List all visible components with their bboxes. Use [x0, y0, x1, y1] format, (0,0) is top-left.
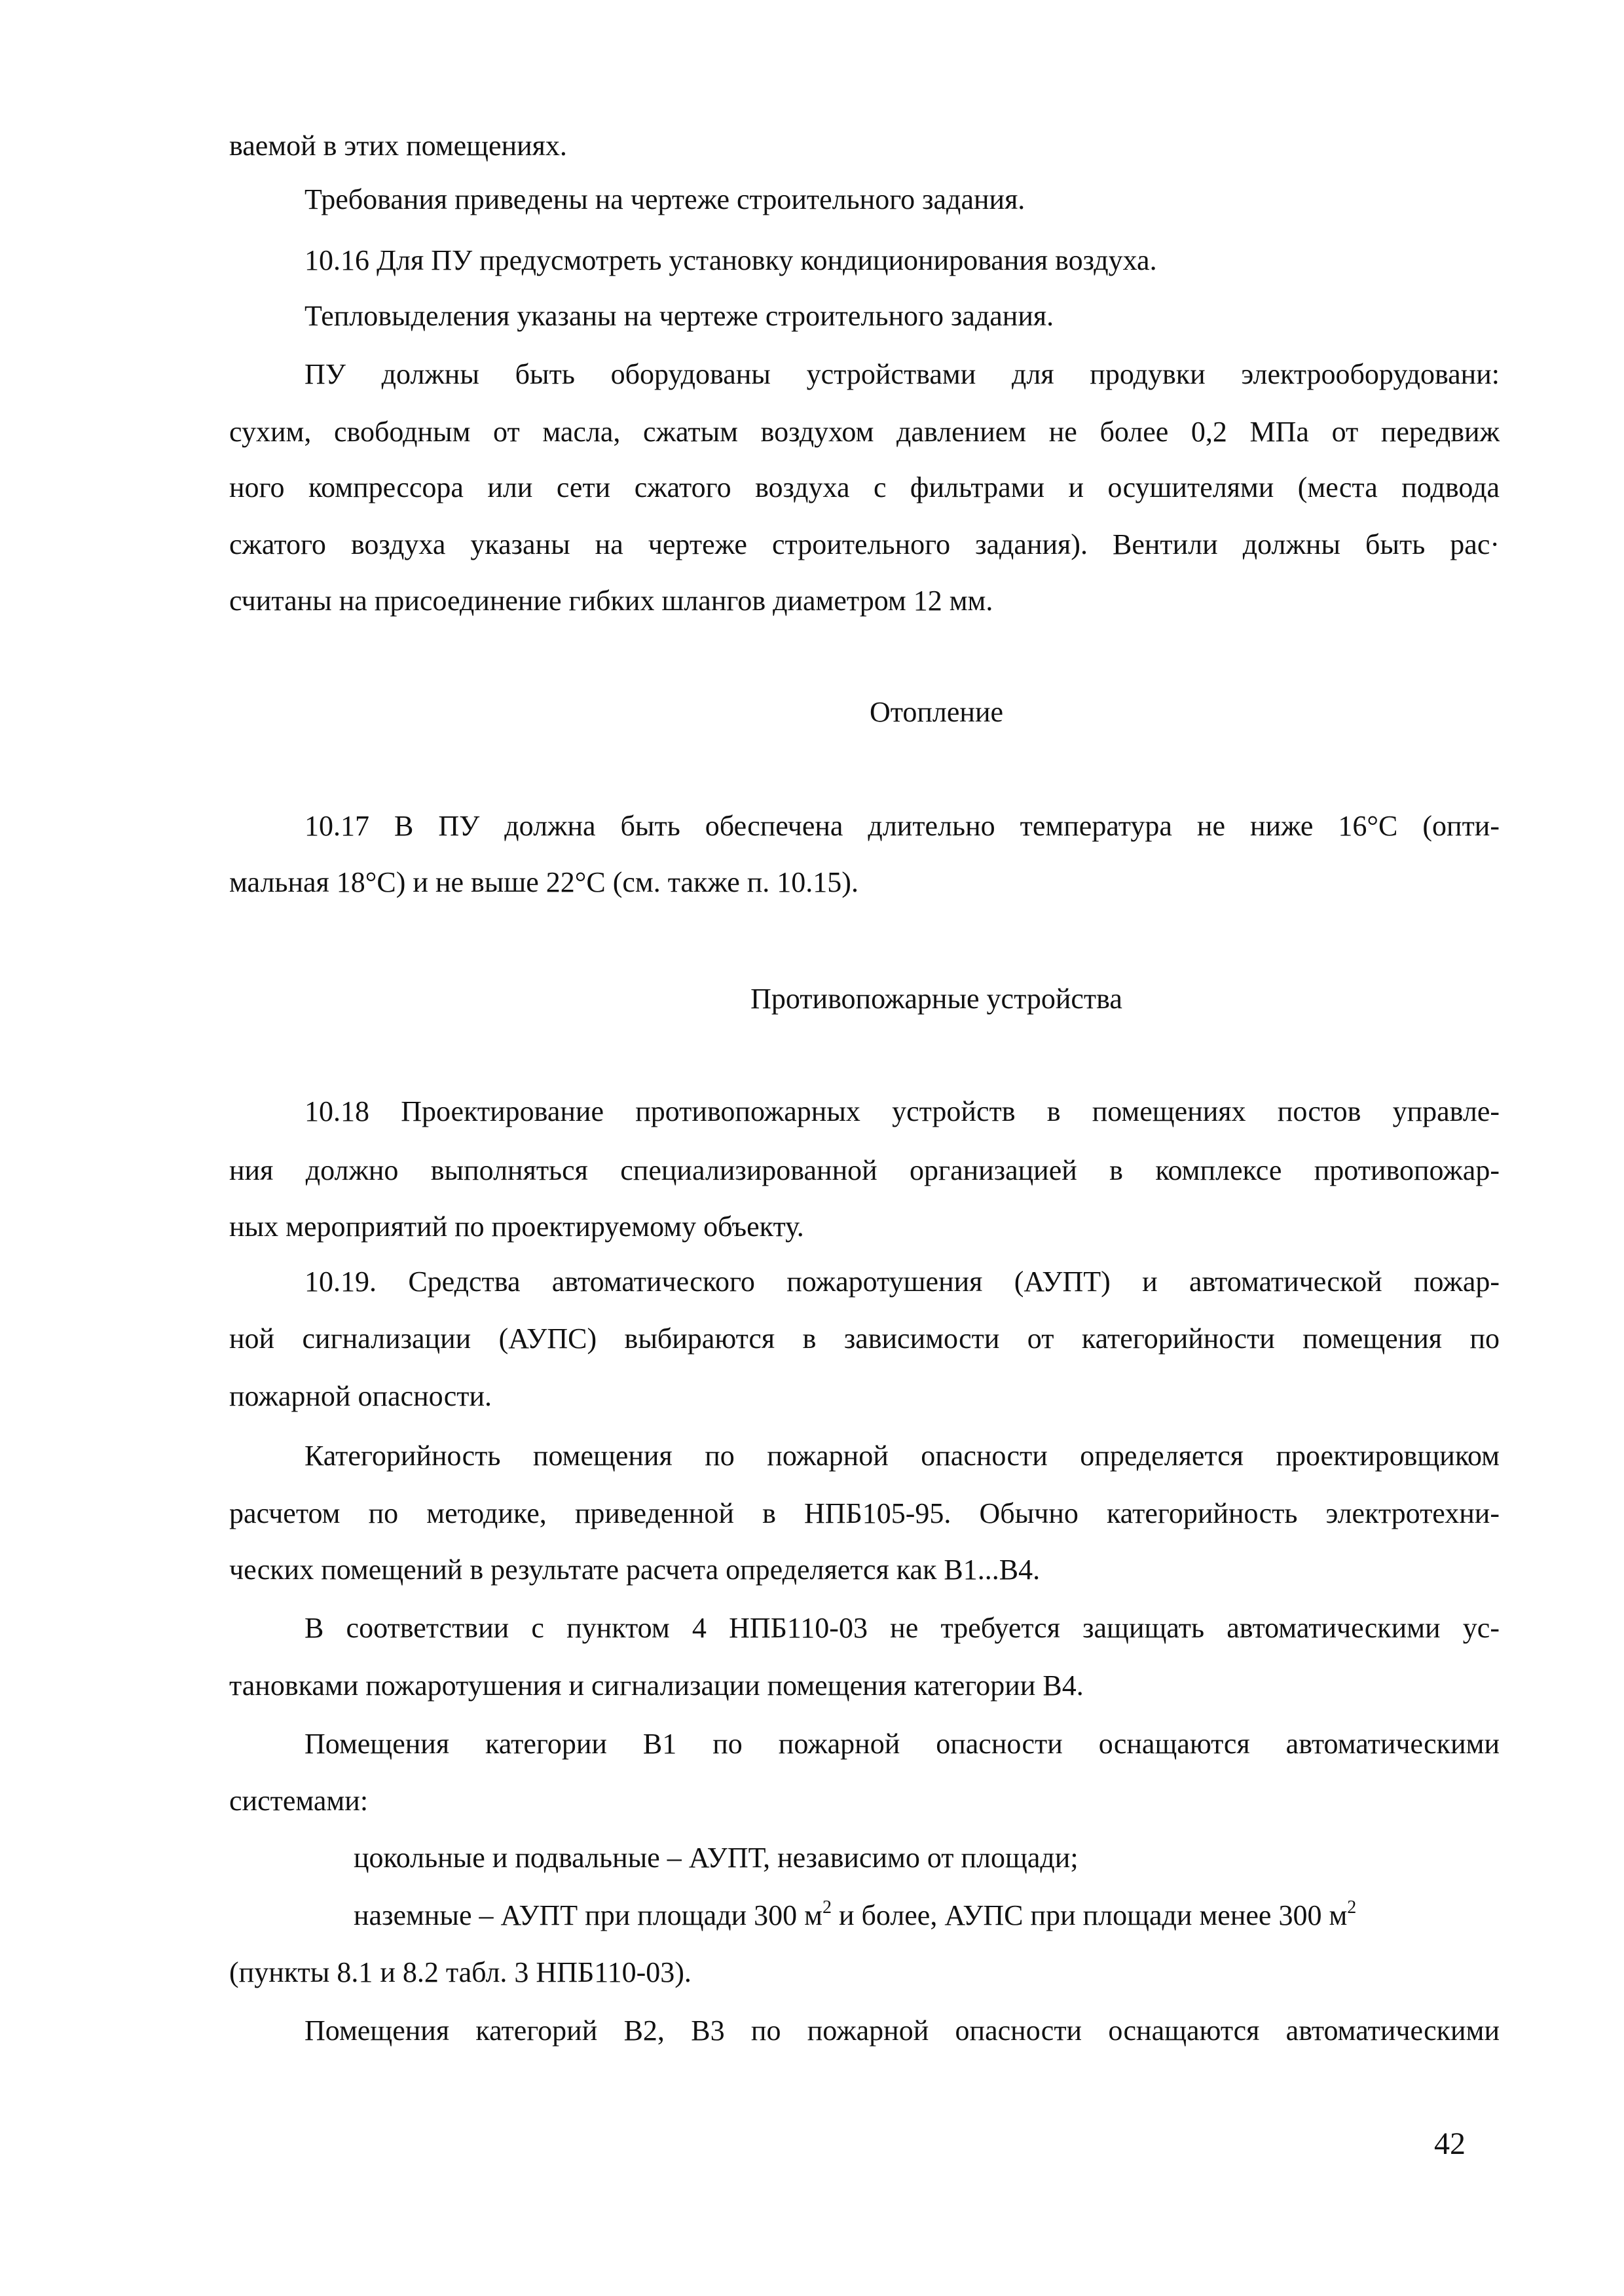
list-item: наземные – АУПТ при площади 300 $м^2$ и более, АУПС при площади менее 300 $м^2$	[354, 1897, 1357, 1931]
text-line: тановками пожаротушения и сигнализации помещения категории В4.	[229, 1669, 1084, 1702]
list-item: цокольные и подвальные – АУПТ, независимо от площади;	[354, 1842, 1079, 1874]
text-line: ного компрессора или сети сжатого воздуха с фильтрами и осушителями (места подвода	[229, 471, 1500, 503]
text-line: 10.18 Проектирование противопожарных устройств в помещениях постов управле-	[304, 1095, 1500, 1127]
text-line: 10.16 Для ПУ предусмотреть установку кондиционирования воздуха.	[304, 244, 1157, 276]
section-heading: Отопление	[869, 696, 1004, 728]
text-line: ваемой в этих помещениях.	[229, 130, 567, 162]
text-line: пожарной опасности.	[229, 1380, 492, 1412]
text-line: считаны на присоединение гибких шлангов диаметром 12 мм.	[229, 585, 993, 617]
text-line: ческих помещений в результате расчета определяется как В1...В4.	[229, 1554, 1041, 1586]
text-line: системами:	[229, 1785, 369, 1817]
section-heading: Противопожарные устройства	[750, 983, 1122, 1015]
text-line: 10.19. Средства автоматического пожаротушения (АУПТ) и автоматической пожар-	[304, 1266, 1500, 1298]
text-line: ной сигнализации (АУПС) выбираются в зависимости от категорийности помещения по	[229, 1322, 1500, 1355]
text-line: сжатого воздуха указаны на чертеже строительного задания). Вентили должны быть рас·	[229, 528, 1500, 560]
text-line: ных мероприятий по проектируемому объекту.	[229, 1211, 804, 1243]
text-line: ния должно выполняться специализированной организацией в комплексе противопожар-	[229, 1154, 1500, 1186]
text-line: В соответствии с пунктом 4 НПБ110-03 не требуется защищать автоматическими ус-	[304, 1612, 1500, 1644]
text-line: (пункты 8.1 и 8.2 табл. 3 НПБ110-03).	[229, 1956, 692, 1988]
text-line: ПУ должны быть оборудованы устройствами для продувки электрооборудовани:	[304, 358, 1500, 390]
text-line: Помещения категорий В2, В3 по пожарной опасности оснащаются автоматическими	[304, 2014, 1500, 2047]
text-line: 10.17 В ПУ должна быть обеспечена длительно температура не ниже 16°С (опти-	[304, 810, 1500, 842]
text-line: расчетом по методике, приведенной в НПБ105-95. Обычно категорийность электротехни-	[229, 1497, 1500, 1529]
text-line: Тепловыделения указаны на чертеже строительного задания.	[304, 300, 1054, 332]
text-line: Категорийность помещения по пожарной опасности определяется проектировщиком	[304, 1440, 1500, 1472]
text-line: мальная 18°С) и не выше 22°С (см. также п. 10.15).	[229, 866, 858, 898]
text-line: Требования приведены на чертеже строительного задания.	[304, 183, 1025, 215]
text-line: Помещения категории В1 по пожарной опасности оснащаются автоматическими	[304, 1728, 1500, 1760]
page-number: 42	[1434, 2126, 1466, 2161]
text-line: сухим, свободным от масла, сжатым воздухом давлением не более 0,2 МПа от передвиж	[229, 416, 1500, 448]
